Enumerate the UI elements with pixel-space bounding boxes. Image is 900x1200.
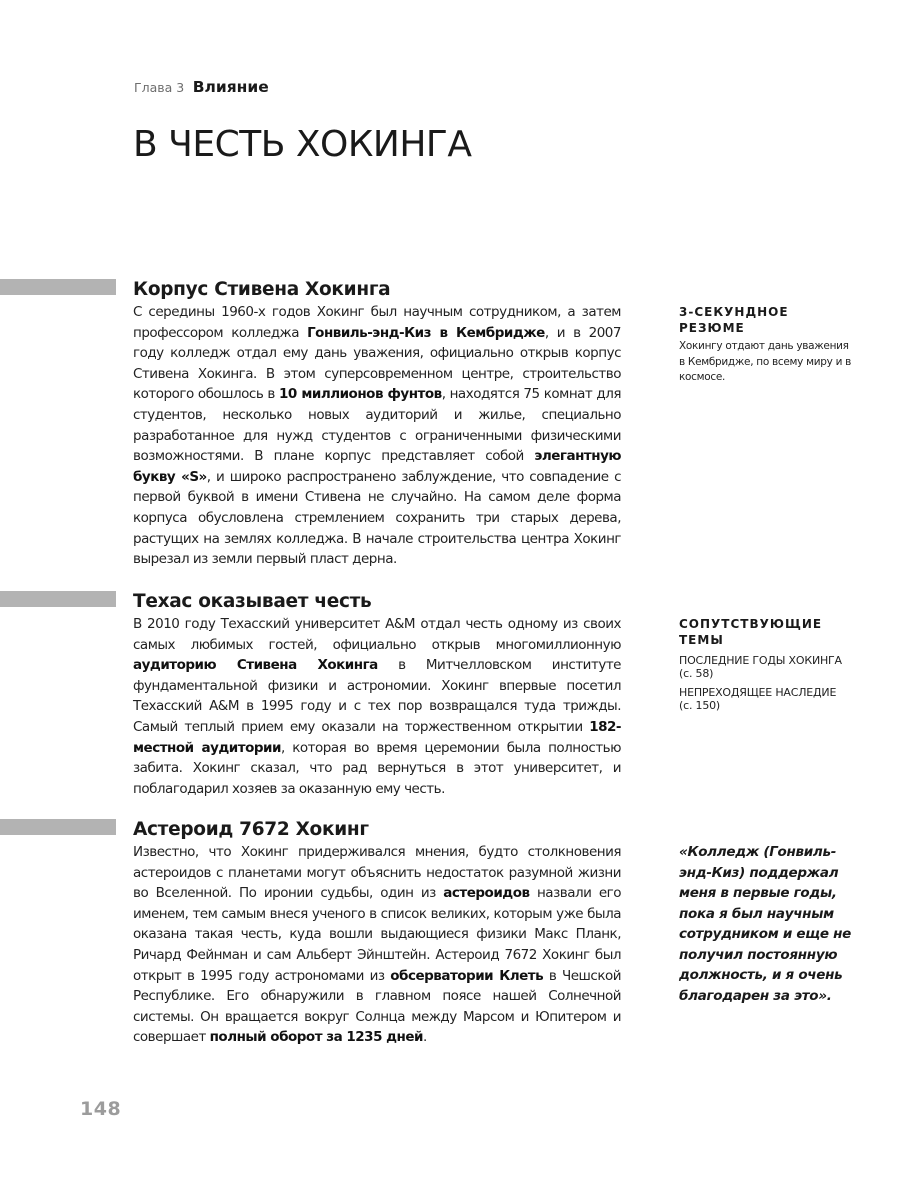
- pull-quote: «Колледж (Гонвиль-энд-Киз) поддержал меня в первые годы, пока я был научным сотрудником и еще не получил постоянную должность, и я очень благодарен за это».: [679, 844, 852, 1004]
- body-run: В 2010 году Техасский университет A&M отдал честь одному из своих самых любимых гостей, официально открыв многомиллионную: [133, 616, 621, 653]
- body-run: назвали его именем, тем самым внеся ученого в список великих, которым уже была оказана такая честь, куда вошли выдающиеся физики Макс Планк, Ричард Фейнман и сам Альберт Эйнштейн. Астероид 7672 Хокинг был открыт в 1995 году астрономами из: [133, 885, 621, 984]
- emphasis-text: аудиторию Стивена Хокинга: [133, 657, 378, 674]
- section-marker-bar: [0, 279, 116, 295]
- summary-heading: 3-СЕКУНДНОЕ РЕЗЮМЕ: [679, 305, 789, 335]
- emphasis-text: элегантную букву «S»: [133, 448, 621, 485]
- section-texas-honor: [133, 590, 621, 799]
- body-run: , и широко распространено заблуждение, что совпадение с первой буквой в имени Стивена не случайно. На самом деле форма корпуса обусловлена стремлением сохранить три старых дерева, растущих на землях колледжа. В начале строительства центра Хокинг вырезал из земли первый пласт дерна.: [133, 468, 621, 568]
- section-body: [133, 614, 621, 799]
- related-topic-title: ПОСЛЕДНИЕ ГОДЫ ХОКИНГА: [679, 654, 842, 667]
- section-marker-bar: [0, 591, 116, 607]
- section-marker-bar: [0, 819, 116, 835]
- section-heading: Астероид 7672 Хокинг: [133, 819, 369, 840]
- body-run: , которая во время церемонии была полностью забита. Хокинг сказал, что рад вернуться в этот университет, и поблагодарил хозяев за оказанную ему честь.: [133, 739, 622, 797]
- summary-text: Хокингу отдают дань уважения в Кембридже, по всему миру и в космосе.: [679, 340, 852, 383]
- emphasis-text: 182-местной аудитории: [133, 718, 621, 756]
- section-heading: Корпус Стивена Хокинга: [133, 279, 391, 300]
- section-body: [133, 302, 621, 570]
- section-asteroid: [133, 818, 621, 1048]
- body-run: Известно, что Хокинг придерживался мнения, будто столкновения астероидов с планетами могут объяснить недостаток разумной жизни во Вселенной. По иронии судьбы, один из: [133, 844, 621, 902]
- body-run: .: [423, 1029, 427, 1046]
- emphasis-text: 10 миллионов фунтов: [279, 386, 442, 403]
- body-run: , находятся 75 комнат для студентов, несколько новых аудиторий и жилье, специально разработанное для нужд студентов с ограниченными физическими возможностями. В плане корпус представляет собой: [133, 386, 622, 465]
- body-run: , и в 2007 году колледж отдал ему дань уважения, официально открыв корпус Стивена Хокинга. В этом суперсовременном центре, строительство которого обошлось в: [133, 324, 621, 403]
- page-number: 148: [80, 1098, 122, 1120]
- emphasis-text: астероидов: [443, 885, 530, 902]
- related-topics-box: [679, 616, 854, 712]
- emphasis-text: Гонвиль-энд-Киз в Кембридже: [307, 324, 545, 341]
- related-topic-page: (с. 58): [679, 667, 714, 680]
- section-body: [133, 842, 621, 1048]
- summary-box: [679, 304, 854, 386]
- body-run: в Чешской Республике. Его обнаружили в главном поясе нашей Солнечной системы. Он вращается вокруг Солнца между Марсом и Юпитером и совершает: [133, 967, 622, 1046]
- section-heading: Техас оказывает честь: [133, 591, 372, 612]
- related-heading: СОПУТСТВУЮЩИЕ ТЕМЫ: [679, 617, 823, 647]
- emphasis-text: обсерватории Клеть: [390, 967, 544, 984]
- section-hawking-building: [133, 278, 621, 570]
- emphasis-text: полный оборот за 1235 дней: [209, 1029, 424, 1046]
- related-topic-title: НЕПРЕХОДЯЩЕЕ НАСЛЕДИЕ: [679, 686, 837, 699]
- body-run: С середины 1960-х годов Хокинг был научным сотрудником, а затем профессором колледжа: [133, 304, 621, 341]
- related-topic-item: [679, 686, 854, 712]
- body-run: в Митчелловском институте фундаментальной физики и астрономии. Хокинг впервые посетил Техасский A&M в 1995 году и с тех пор возвращался туда трижды. Самый теплый прием ему оказали на торжественном открытии: [133, 657, 621, 735]
- related-topic-item: [679, 654, 854, 680]
- chapter-name: Влияние: [192, 78, 269, 96]
- related-topic-page: (с. 150): [679, 699, 721, 712]
- chapter-label: [134, 76, 269, 99]
- chapter-number: Глава 3: [134, 80, 185, 95]
- page-title: В ЧЕСТЬ ХОКИНГА: [133, 124, 472, 165]
